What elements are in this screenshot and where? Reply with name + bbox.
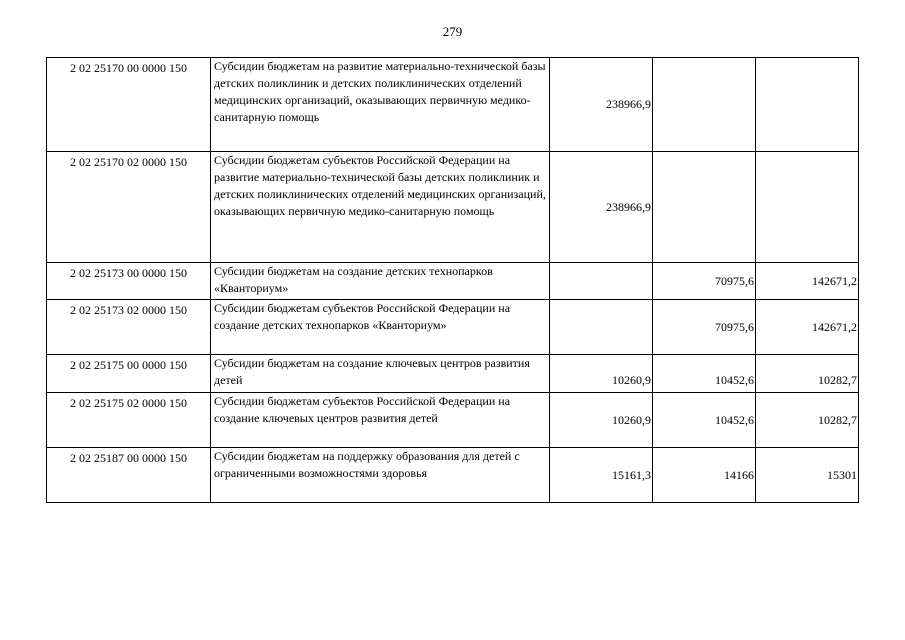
amount-year1-cell: 15161,3 xyxy=(550,448,653,503)
amount-year3-cell xyxy=(756,58,859,152)
description-cell: Субсидии бюджетам субъектов Российской Федерации на развитие материально-технической базы детских поликлиник и детских поликлинических отделений медицинских организаций, оказывающих первичную медико-санитарную помощь xyxy=(211,152,550,263)
budget-code-cell: 2 02 25170 02 0000 150 xyxy=(47,152,211,263)
budget-code-cell: 2 02 25187 00 0000 150 xyxy=(47,448,211,503)
budget-code-cell: 2 02 25170 00 0000 150 xyxy=(47,58,211,152)
description-cell: Субсидии бюджетам на создание ключевых центров развития детей xyxy=(211,355,550,393)
budget-code-cell: 2 02 25173 00 0000 150 xyxy=(47,263,211,300)
budget-table xyxy=(46,57,859,503)
table-row xyxy=(47,355,859,393)
amount-year3-cell: 10282,7 xyxy=(756,355,859,393)
table-row xyxy=(47,393,859,448)
amount-year2-cell xyxy=(653,58,756,152)
amount-year3-cell: 142671,2 xyxy=(756,300,859,355)
amount-year2-cell: 70975,6 xyxy=(653,300,756,355)
table-row xyxy=(47,300,859,355)
amount-year1-cell xyxy=(550,263,653,300)
description-cell: Субсидии бюджетам на создание детских технопарков «Кванториум» xyxy=(211,263,550,300)
amount-year3-cell: 142671,2 xyxy=(756,263,859,300)
description-cell: Субсидии бюджетам субъектов Российской Федерации на создание детских технопарков «Кванториум» xyxy=(211,300,550,355)
table-row xyxy=(47,152,859,263)
amount-year1-cell xyxy=(550,300,653,355)
amount-year3-cell: 15301 xyxy=(756,448,859,503)
amount-year3-cell: 10282,7 xyxy=(756,393,859,448)
amount-year1-cell: 10260,9 xyxy=(550,355,653,393)
table-row xyxy=(47,58,859,152)
description-cell: Субсидии бюджетам на развитие материально-технической базы детских поликлиник и детских поликлинических отделений медицинских организаций, оказывающих первичную медико-санитарную помощь xyxy=(211,58,550,152)
amount-year1-cell: 10260,9 xyxy=(550,393,653,448)
description-cell: Субсидии бюджетам на поддержку образования для детей с ограниченными возможностями здоровья xyxy=(211,448,550,503)
budget-code-cell: 2 02 25175 00 0000 150 xyxy=(47,355,211,393)
amount-year2-cell xyxy=(653,152,756,263)
amount-year2-cell: 14166 xyxy=(653,448,756,503)
table-row xyxy=(47,263,859,300)
page-number: 279 xyxy=(442,24,463,39)
amount-year1-cell: 238966,9 xyxy=(550,152,653,263)
description-cell: Субсидии бюджетам субъектов Российской Федерации на создание ключевых центров развития детей xyxy=(211,393,550,448)
amount-year3-cell xyxy=(756,152,859,263)
table-row xyxy=(47,448,859,503)
amount-year2-cell: 70975,6 xyxy=(653,263,756,300)
amount-year1-cell: 238966,9 xyxy=(550,58,653,152)
amount-year2-cell: 10452,6 xyxy=(653,355,756,393)
amount-year2-cell: 10452,6 xyxy=(653,393,756,448)
budget-code-cell: 2 02 25175 02 0000 150 xyxy=(47,393,211,448)
budget-code-cell: 2 02 25173 02 0000 150 xyxy=(47,300,211,355)
